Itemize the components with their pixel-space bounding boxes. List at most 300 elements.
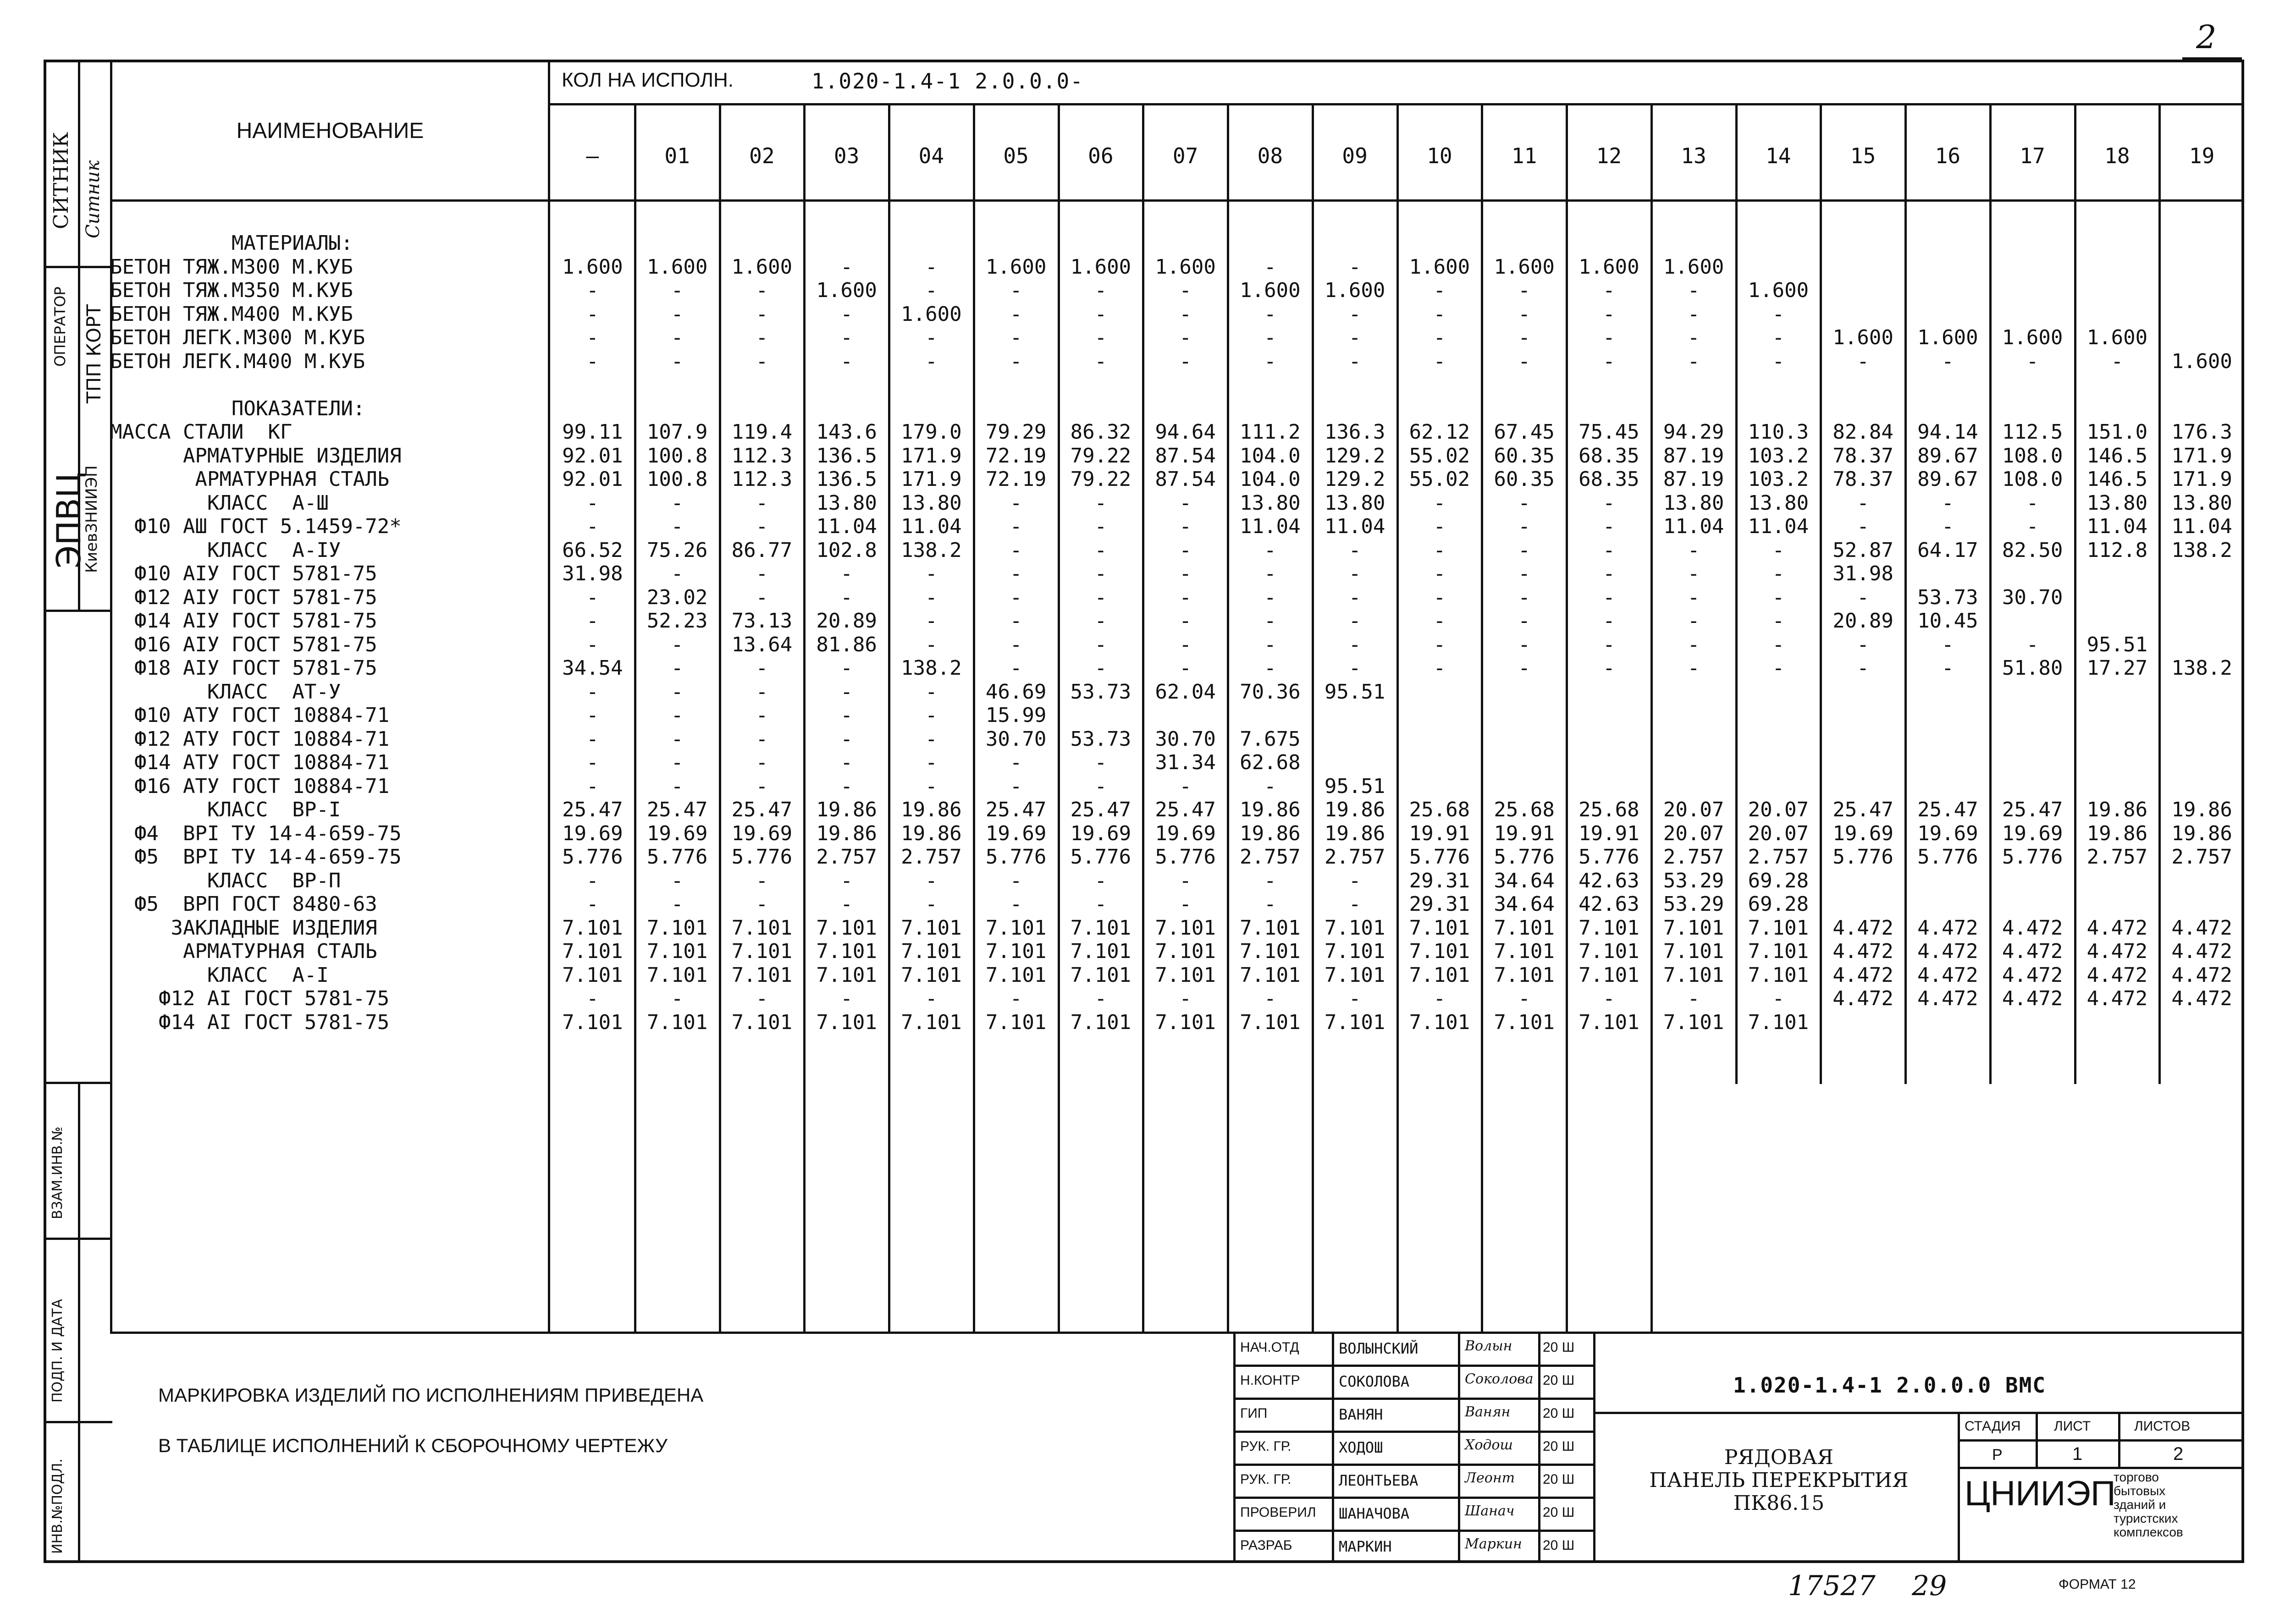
table-cell: - <box>1094 326 1107 349</box>
table-row <box>110 420 2244 444</box>
row-label: Ф10 АТУ ГОСТ 10884-71 <box>110 704 390 727</box>
org-long: КиевЗНИИЭП <box>83 465 101 573</box>
table-cell: 7.101 <box>1070 916 1131 940</box>
table-cell: 1.600 <box>1917 326 1978 349</box>
table-cell: 102.8 <box>816 538 877 562</box>
table-cell: 7.101 <box>1748 963 1809 987</box>
table-cell: - <box>756 704 768 727</box>
table-cell: - <box>756 562 768 585</box>
row-label: АРМАТУРНЫЕ ИЗДЕЛИЯ <box>110 444 402 468</box>
table-cell: 94.14 <box>1917 420 1978 444</box>
table-cell: 7.101 <box>1494 916 1555 940</box>
table-cell: 1.600 <box>1409 255 1470 279</box>
table-cell: 112.3 <box>731 444 793 468</box>
table-row <box>110 279 2244 303</box>
table-cell: - <box>1518 515 1530 538</box>
signer-name: ВАНЯН <box>1339 1406 1383 1423</box>
table-cell: - <box>1010 538 1022 562</box>
table-row <box>110 303 2244 326</box>
table-cell: - <box>1433 633 1446 656</box>
table-cell: 1.600 <box>731 255 793 279</box>
table-cell: 1.600 <box>2086 326 2148 349</box>
table-row <box>110 798 2244 822</box>
table-cell: 73.13 <box>731 609 793 633</box>
table-cell: 136.3 <box>1324 420 1385 444</box>
table-cell: 55.02 <box>1409 444 1470 468</box>
table-cell: - <box>1772 633 1785 656</box>
table-cell: 11.04 <box>1324 515 1385 538</box>
table-cell: 7.101 <box>985 916 1047 940</box>
table-cell: 7.101 <box>1748 1010 1809 1034</box>
table-cell: 4.472 <box>2171 987 2232 1010</box>
table-cell: 7.101 <box>816 1010 877 1034</box>
table-cell: - <box>1518 562 1530 585</box>
table-cell: 92.01 <box>562 468 623 491</box>
table-cell: 4.472 <box>1832 940 1893 963</box>
table-cell: 107.9 <box>646 420 708 444</box>
table-cell: - <box>1094 774 1107 798</box>
table-cell: - <box>1687 987 1700 1010</box>
table-cell: 7.101 <box>1748 916 1809 940</box>
table-cell: - <box>1179 633 1192 656</box>
table-cell: 4.472 <box>1917 916 1978 940</box>
table-cell: - <box>586 869 599 892</box>
table-cell: 7.101 <box>1579 916 1639 940</box>
table-cell: - <box>840 987 853 1010</box>
table-cell: - <box>2026 633 2039 656</box>
table-cell: 100.8 <box>646 444 708 468</box>
table-cell: - <box>1010 869 1022 892</box>
column-header: 09 <box>1342 143 1368 168</box>
table-cell: - <box>1179 562 1192 585</box>
table-cell: 81.86 <box>816 633 877 656</box>
table-cell: - <box>925 987 938 1010</box>
table-cell: 7.101 <box>562 916 623 940</box>
table-cell: 7.101 <box>1324 940 1385 963</box>
table-cell: 4.472 <box>2086 963 2148 987</box>
table-cell: - <box>1348 562 1361 585</box>
table-cell: - <box>1772 349 1785 373</box>
table-cell: 78.37 <box>1832 468 1893 491</box>
table-cell: - <box>756 302 768 326</box>
table-cell: - <box>1433 349 1446 373</box>
table-cell: - <box>586 515 599 538</box>
org-description <box>2114 1470 2183 1539</box>
table-cell: 7.101 <box>1663 940 1724 963</box>
table-cell: - <box>925 774 938 798</box>
table-cell: - <box>1264 585 1276 609</box>
table-cell: 79.29 <box>985 420 1047 444</box>
table-cell: - <box>1518 987 1530 1010</box>
table-cell: - <box>925 869 938 892</box>
table-cell: 79.22 <box>1070 468 1131 491</box>
table-cell: 79.22 <box>1070 444 1131 468</box>
table-cell: 5.776 <box>1494 845 1555 869</box>
table-cell: - <box>2026 491 2039 515</box>
table-cell: - <box>586 751 599 774</box>
table-cell: - <box>1179 302 1192 326</box>
table-cell: - <box>1010 751 1022 774</box>
table-cell: 7.101 <box>985 940 1047 963</box>
table-cell: - <box>1857 349 1869 373</box>
column-header: 11 <box>1511 143 1537 168</box>
column-header: 15 <box>1850 143 1876 168</box>
table-cell: - <box>840 585 853 609</box>
table-cell: 25.47 <box>1832 798 1893 821</box>
table-cell: 171.9 <box>901 444 962 468</box>
signer-role: НАЧ.ОТД <box>1240 1340 1299 1355</box>
table-cell: 13.80 <box>1748 491 1809 515</box>
row-label: БЕТОН ЛЕГК.М400 М.КУБ <box>110 349 365 373</box>
table-cell: 4.472 <box>1832 916 1893 940</box>
table-cell: 4.472 <box>2086 916 2148 940</box>
table-cell: - <box>1518 538 1530 562</box>
table-cell: - <box>1094 562 1107 585</box>
table-cell: 29.31 <box>1409 869 1470 892</box>
table-cell: 2.757 <box>2171 845 2232 869</box>
table-cell: 7.101 <box>1324 916 1385 940</box>
table-cell: - <box>1179 774 1192 798</box>
table-cell: - <box>1010 349 1022 373</box>
row-label: Ф12 АI ГОСТ 5781-75 <box>110 987 390 1010</box>
table-cell: 7.101 <box>731 916 793 940</box>
table-cell: 111.2 <box>1240 420 1301 444</box>
table-cell: 7.101 <box>1070 963 1131 987</box>
table-cell: 7.675 <box>1240 727 1301 751</box>
table-cell: - <box>1687 279 1700 302</box>
table-cell: 179.0 <box>901 420 962 444</box>
table-cell: - <box>840 892 853 916</box>
table-cell: - <box>1942 349 1954 373</box>
table-cell: 4.472 <box>1917 987 1978 1010</box>
table-cell: - <box>586 892 599 916</box>
row-label: Ф14 АIУ ГОСТ 5781-75 <box>110 609 377 633</box>
table-row <box>110 586 2244 610</box>
column-header: 13 <box>1681 143 1706 168</box>
table-cell: 103.2 <box>1748 468 1809 491</box>
table-cell: 15.99 <box>985 704 1047 727</box>
table-cell: - <box>586 680 599 704</box>
signer-year: 20 Ш <box>1543 1505 1575 1520</box>
table-cell: 1.600 <box>1663 255 1724 279</box>
table-row <box>110 963 2244 987</box>
table-cell: - <box>1433 538 1446 562</box>
table-cell: 11.04 <box>1748 515 1809 538</box>
table-cell: - <box>925 326 938 349</box>
table-cell: 7.101 <box>1748 940 1809 963</box>
table-cell: 13.80 <box>2086 491 2148 515</box>
table-cell: 5.776 <box>646 845 708 869</box>
table-cell: 20.07 <box>1748 821 1809 845</box>
table-cell: 68.35 <box>1579 468 1639 491</box>
row-label: Ф14 АТУ ГОСТ 10884-71 <box>110 751 390 774</box>
table-cell: - <box>1010 987 1022 1010</box>
table-cell: 2.757 <box>816 845 877 869</box>
table-cell: 53.73 <box>1917 585 1978 609</box>
table-cell: - <box>1942 491 1954 515</box>
table-cell: - <box>1687 609 1700 633</box>
row-label: КЛАСС А-Ш <box>110 491 329 515</box>
row-label: Ф12 АIУ ГОСТ 5781-75 <box>110 585 377 609</box>
table-row <box>110 562 2244 586</box>
row-label: АРМАТУРНАЯ СТАЛЬ <box>110 468 390 491</box>
table-cell: 138.2 <box>901 538 962 562</box>
table-cell: 67.45 <box>1494 420 1555 444</box>
table-cell: 75.45 <box>1579 420 1639 444</box>
table-cell: 1.600 <box>1748 279 1809 302</box>
table-cell: 19.91 <box>1579 821 1639 845</box>
table-cell: 7.101 <box>646 1010 708 1034</box>
table-cell: 151.0 <box>2086 420 2148 444</box>
table-cell: 7.101 <box>816 916 877 940</box>
table-cell: - <box>1264 987 1276 1010</box>
table-cell: - <box>1433 491 1446 515</box>
row-label: КЛАСС А-I <box>110 963 329 987</box>
table-cell: 4.472 <box>2086 940 2148 963</box>
table-cell: - <box>1603 585 1615 609</box>
table-cell: 7.101 <box>562 940 623 963</box>
org-desc-line: бытовых <box>2114 1484 2166 1498</box>
table-cell: 7.101 <box>901 916 962 940</box>
table-cell: - <box>1942 633 1954 656</box>
signer-name: ХОДОШ <box>1339 1439 1383 1456</box>
column-header: 05 <box>1003 143 1029 168</box>
table-cell: 87.54 <box>1155 444 1216 468</box>
table-cell: 20.07 <box>1748 798 1809 821</box>
table-cell: - <box>586 727 599 751</box>
column-header: 07 <box>1172 143 1198 168</box>
table-row <box>110 609 2244 633</box>
table-cell: 53.73 <box>1070 680 1131 704</box>
row-label: Ф16 АIУ ГОСТ 5781-75 <box>110 633 377 656</box>
table-cell: 19.86 <box>2086 798 2148 821</box>
table-cell: 7.101 <box>646 963 708 987</box>
table-cell: 7.101 <box>1070 1010 1131 1034</box>
table-cell: 5.776 <box>731 845 793 869</box>
format-label: ФОРМАТ 12 <box>2059 1577 2136 1592</box>
signer-signature: Ванян <box>1465 1404 1511 1420</box>
table-cell: 19.69 <box>1155 821 1216 845</box>
table-cell: 4.472 <box>2002 916 2063 940</box>
signer-year: 20 Ш <box>1543 1373 1575 1388</box>
sheet-value: 1 <box>2072 1444 2083 1464</box>
sheets-label: ЛИСТОВ <box>2134 1419 2191 1434</box>
table-cell: - <box>1687 656 1700 680</box>
table-cell: 94.29 <box>1663 420 1724 444</box>
table-cell: - <box>1603 987 1615 1010</box>
table-cell: 4.472 <box>2171 916 2232 940</box>
table-cell: - <box>1264 302 1276 326</box>
table-cell: - <box>925 727 938 751</box>
table-cell: - <box>1264 633 1276 656</box>
table-cell: - <box>1857 515 1869 538</box>
table-cell: 1.600 <box>1832 326 1893 349</box>
title-line-1: РЯДОВАЯ <box>1724 1446 1834 1469</box>
table-cell: 11.04 <box>1663 515 1724 538</box>
table-cell: 4.472 <box>2086 987 2148 1010</box>
row-label: Ф5 ВРI ТУ 14-4-659-75 <box>110 845 402 869</box>
row-label: АРМАТУРНАЯ СТАЛЬ <box>110 940 377 963</box>
org-name: ЦНИИЭП <box>1965 1474 2116 1513</box>
table-row <box>110 751 2244 775</box>
table-cell: 7.101 <box>1070 940 1131 963</box>
table-cell: 20.07 <box>1663 798 1724 821</box>
operator-signature: Ситник <box>83 160 104 238</box>
table-cell: 30.70 <box>985 727 1047 751</box>
table-cell: - <box>925 751 938 774</box>
table-cell: 25.47 <box>2002 798 2063 821</box>
table-cell: 42.63 <box>1579 869 1639 892</box>
table-cell: 146.5 <box>2086 444 2148 468</box>
table-cell: 25.68 <box>1579 798 1639 821</box>
table-cell: - <box>1772 538 1785 562</box>
table-cell: - <box>925 255 938 279</box>
table-cell: 1.600 <box>1579 255 1639 279</box>
table-cell: 4.472 <box>2002 940 2063 963</box>
table-cell: 7.101 <box>1409 963 1470 987</box>
table-cell: 5.776 <box>1155 845 1216 869</box>
table-cell: 2.757 <box>2086 845 2148 869</box>
table-cell: 100.8 <box>646 468 708 491</box>
signer-year: 20 Ш <box>1543 1406 1575 1421</box>
table-cell: - <box>1433 609 1446 633</box>
table-cell: 19.86 <box>901 821 962 845</box>
signer-role: РУК. ГР. <box>1240 1472 1292 1487</box>
table-cell: - <box>1094 656 1107 680</box>
signer-year: 20 Ш <box>1543 1340 1575 1355</box>
table-cell: - <box>1603 562 1615 585</box>
table-cell: - <box>671 774 684 798</box>
table-cell: - <box>756 491 768 515</box>
column-header: — <box>586 143 599 168</box>
table-cell: 171.9 <box>2171 444 2232 468</box>
table-cell: 7.101 <box>562 963 623 987</box>
table-row <box>110 822 2244 846</box>
table-cell: 5.776 <box>2002 845 2063 869</box>
table-cell: 60.35 <box>1494 444 1555 468</box>
row-label: МАССА СТАЛИ КГ <box>110 420 293 444</box>
table-cell: 7.101 <box>1663 1010 1724 1034</box>
table-cell: 13.80 <box>2171 491 2232 515</box>
table-cell: 19.69 <box>646 821 708 845</box>
column-header: 08 <box>1257 143 1283 168</box>
table-cell: 138.2 <box>2171 538 2232 562</box>
table-cell: - <box>586 349 599 373</box>
table-cell: 2.757 <box>1240 845 1301 869</box>
table-cell: 7.101 <box>816 963 877 987</box>
table-cell: 99.11 <box>562 420 623 444</box>
table-cell: - <box>1094 515 1107 538</box>
table-cell: 25.47 <box>1070 798 1131 821</box>
table-cell: - <box>840 349 853 373</box>
table-cell: - <box>1518 609 1530 633</box>
table-cell: 7.101 <box>1494 940 1555 963</box>
table-cell: 4.472 <box>1832 987 1893 1010</box>
table-cell: - <box>1179 515 1192 538</box>
table-cell: 11.04 <box>2086 515 2148 538</box>
table-cell: 7.101 <box>1324 1010 1385 1034</box>
column-header: 12 <box>1596 143 1622 168</box>
table-cell: - <box>1518 656 1530 680</box>
table-cell: 19.86 <box>1240 821 1301 845</box>
table-cell: - <box>586 633 599 656</box>
table-cell: 5.776 <box>985 845 1047 869</box>
column-header: 01 <box>664 143 690 168</box>
table-cell: 53.73 <box>1070 727 1131 751</box>
row-label: ПОКАЗАТЕЛИ: <box>110 396 365 420</box>
table-cell: - <box>756 680 768 704</box>
table-cell: - <box>1348 633 1361 656</box>
table-row <box>110 633 2244 657</box>
table-cell: - <box>2111 349 2124 373</box>
table-cell: 60.35 <box>1494 468 1555 491</box>
table-cell: 1.600 <box>816 279 877 302</box>
table-cell: - <box>671 987 684 1010</box>
table-cell: 5.776 <box>1409 845 1470 869</box>
signer-name: ВОЛЫНСКИЙ <box>1339 1340 1418 1357</box>
table-cell: - <box>1010 562 1022 585</box>
table-cell: 53.29 <box>1663 892 1724 916</box>
operator-label: ОПЕРАТОР <box>51 286 69 367</box>
table-cell: 1.600 <box>562 255 623 279</box>
table-cell: - <box>1518 585 1530 609</box>
table-cell: 25.47 <box>1917 798 1978 821</box>
signer-role: ПРОВЕРИЛ <box>1240 1505 1316 1520</box>
table-cell: - <box>756 774 768 798</box>
table-cell: 7.101 <box>1663 963 1724 987</box>
table-row <box>110 987 2244 1011</box>
table-cell: - <box>925 562 938 585</box>
row-label: Ф16 АТУ ГОСТ 10884-71 <box>110 774 390 798</box>
table-cell: - <box>1010 326 1022 349</box>
table-cell: - <box>1603 326 1615 349</box>
table-cell: 19.86 <box>1240 798 1301 821</box>
table-cell: - <box>1603 515 1615 538</box>
table-cell: 95.51 <box>1324 680 1385 704</box>
table-cell: - <box>586 609 599 633</box>
sheet-label: ЛИСТ <box>2054 1419 2091 1434</box>
table-cell: - <box>1603 538 1615 562</box>
drawing-code: 1.020-1.4-1 2.0.0.0 ВМС <box>1733 1373 2046 1398</box>
stage-value: Р <box>1992 1446 2003 1464</box>
table-cell: 7.101 <box>1240 940 1301 963</box>
table-cell: 19.86 <box>816 798 877 821</box>
table-cell: - <box>1094 491 1107 515</box>
table-cell: - <box>1433 656 1446 680</box>
table-row <box>110 656 2244 680</box>
table-cell: - <box>671 633 684 656</box>
table-cell: 86.32 <box>1070 420 1131 444</box>
table-cell: 19.86 <box>2171 821 2232 845</box>
table-cell: 5.776 <box>1917 845 1978 869</box>
column-header: 04 <box>918 143 944 168</box>
kol-header: КОЛ НА ИСПОЛН. <box>562 69 734 91</box>
table-cell: - <box>1687 633 1700 656</box>
table-cell: - <box>1603 349 1615 373</box>
table-row <box>110 916 2244 940</box>
table-cell: - <box>671 892 684 916</box>
table-cell: - <box>1179 892 1192 916</box>
column-header: 18 <box>2104 143 2130 168</box>
table-cell: 7.101 <box>1409 1010 1470 1034</box>
table-cell: 1.600 <box>1240 279 1301 302</box>
table-cell: - <box>1433 562 1446 585</box>
table-cell: 5.776 <box>562 845 623 869</box>
table-cell: 1.600 <box>1155 255 1216 279</box>
table-cell: - <box>756 727 768 751</box>
table-cell: 7.101 <box>816 940 877 963</box>
table-cell: 176.3 <box>2171 420 2232 444</box>
